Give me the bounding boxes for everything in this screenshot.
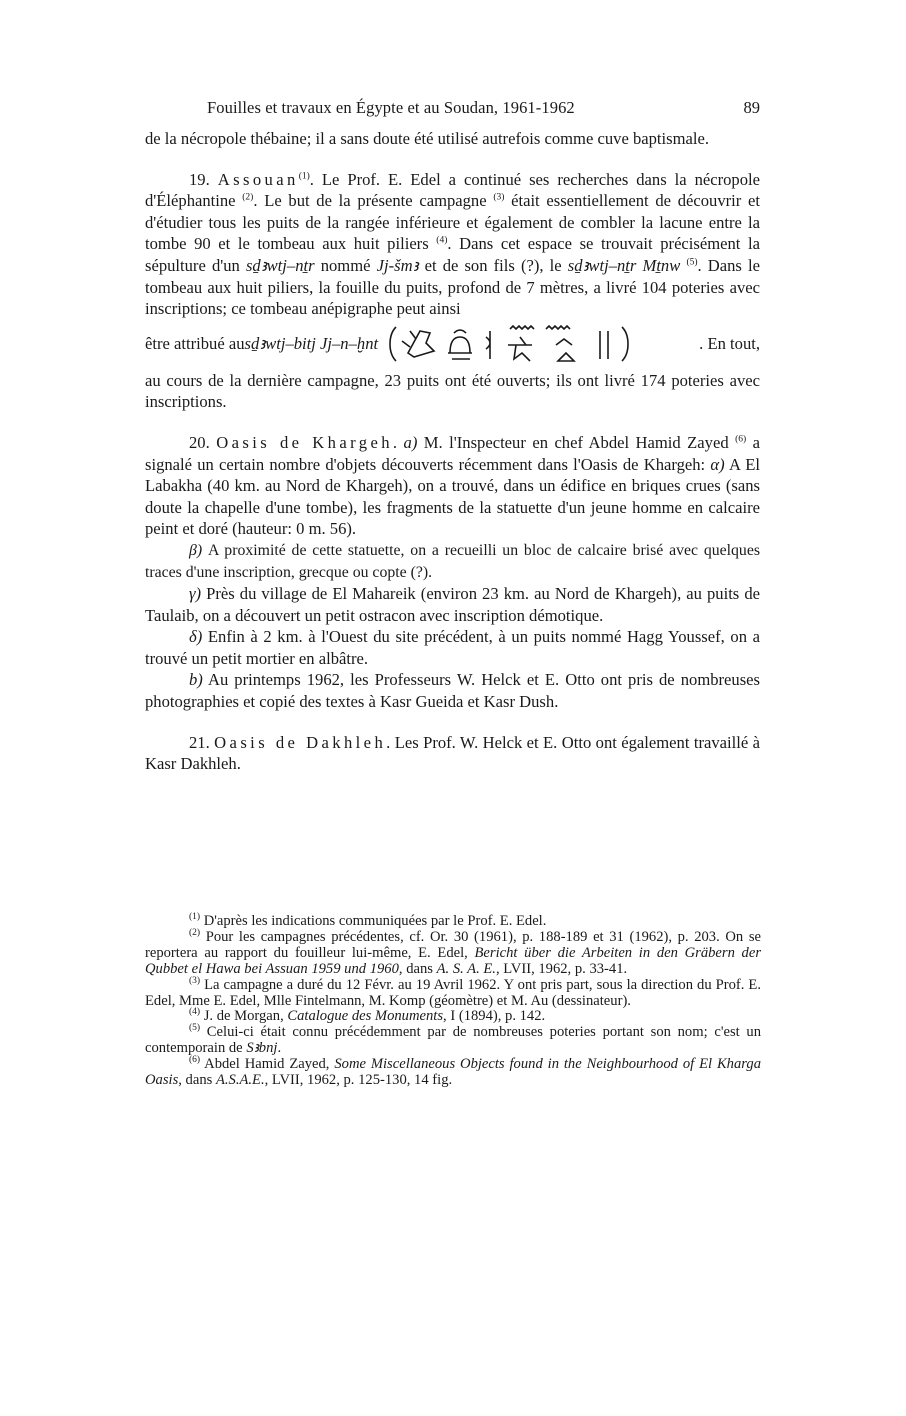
footnote-ref[interactable]: (5) [686, 257, 698, 268]
footnote-3: $^{(3)}$ La campagne a duré du 12 Févr. au 19 Avril 1962. Y ont pris part, sous la direction du Prof. E. Edel, Mme E. Edel, Mlle Fintelmann, M. Komp (géomètre) et M. Au (dessinateur). [145, 975, 761, 1009]
egyptian-name: Jj-šmꜣ [376, 255, 419, 275]
subparagraph-beta: β) A proximité de cette statuette, on a recueilli un bloc de calcaire brisé avec quelques traces d'une inscription, grecque ou copte (?). [145, 541, 760, 581]
section-20: 20. Oasis de Khargeh. a) M. l'Inspecteur en chef Abdel Hamid Zayed $^{(6)}$ a signalé un certain nombre d'objets découverts récemment dans l'Oasis de Khargeh: α) A El Labakha (40 km. au Nord de Khargeh), on a trouvé, dans un édifice en briques crues (sans doute la chapelle d'une tombe), les fragments de la statuette d'un jeune homme en calcaire peint et doré (hauteur: 0 m. 56). [145, 432, 761, 539]
footnote-ref[interactable]: (2) [242, 192, 254, 203]
section-19: 19. Assouan$^{(1)}$. Le Prof. E. Edel a continué ses recherches dans la nécropole d'Éléphantine $^{(2)}$. Le but de la présente campagne $^{(3)}$ était essentiellement de découvrir et d'étudier tous les puits de la rangée inférieure et également de combler la lacune entre la tombe 90 et le tombeau aux huit piliers $^{(4)}$. Dans cet espace se trouvait précisément la sépulture d'un sḏꜣwtj–nṯr nommé Jj-šmꜣ et de son fils (?), le sḏꜣwtj–nṯr Mṯnw $^{(5)}$. Dans le tombeau aux huit piliers, la fouille du puits, profond de 7 mètres, a livré 104 poteries avec inscriptions; ce tombeau anépigraphe peut ainsi [145, 169, 760, 319]
footnote-5: $^{(5)}$ Celui-ci était connu précédemment par de nombreuses poteries portant son nom; c'est un contemporain de Sꜣbnj. [145, 1023, 761, 1057]
subparagraph-b: b) Au printemps 1962, les Professeurs W. Helck et E. Otto ont pris de nombreuses photographies et copié des textes à Kasr Gueida et Kasr Dush. [145, 670, 760, 712]
section-number: 20. [189, 432, 210, 452]
hieroglyph-line: être attribué au sḏꜣwtj–bitj Jj–n–ḫnt . En tout, [145, 322, 760, 366]
running-header [145, 98, 760, 128]
egyptian-title: sḏꜣwtj–nṯr [245, 255, 315, 275]
footnote-ref[interactable]: (6) [735, 434, 747, 445]
section-place: Oasis de Dakhleh [214, 732, 387, 752]
section-number: 19. [189, 169, 210, 189]
footnotes [145, 914, 761, 1089]
footnote-ref[interactable]: (1) [298, 171, 310, 182]
paragraph-continued: au cours de la dernière campagne, 23 puits ont été ouverts; ils ont livré 174 poteries avec inscriptions. [145, 370, 760, 412]
footnote-4: $^{(4)}$ J. de Morgan, Catalogue des Monuments, I (1894), p. 142. [189, 1007, 546, 1025]
subparagraph-delta: δ) Enfin à 2 km. à l'Ouest du site précédent, à un puits nommé Hagg Youssef, on a trouvé un petit mortier en albâtre. [145, 627, 760, 668]
page [145, 98, 760, 775]
section-place: Assouan [217, 169, 299, 189]
footnote-ref[interactable]: (4) [436, 235, 448, 246]
hieroglyph-cartouche-icon [386, 323, 636, 365]
running-title: Fouilles et travaux en Égypte et au Soudan, 1961-1962 [207, 98, 575, 117]
paragraph-continued: de la nécropole thébaine; il a sans doute été utilisé autrefois comme cuve baptismale. [145, 129, 709, 148]
egyptian-title: sḏꜣwtj–bitj Jj–n–ḫnt [244, 333, 379, 353]
egyptian-title: sḏꜣwtj–nṯr Mṯnw [567, 255, 681, 275]
footnote-6: $^{(6)}$ Abdel Hamid Zayed, Some Miscellaneous Objects found in the Neighbourhood of El Kharga Oasis, dans A.S.A.E., LVII, 1962, p. 125-130, 14 fig. [145, 1055, 761, 1089]
footnote-2: $^{(2)}$ Pour les campagnes précédentes, cf. Or. 30 (1961), p. 188-189 et 31 (1962), p. 203. On se reportera au rapport du fouilleur lui-même, E. Edel, Bericht über die Arbeiten in den Gräbern der Qubbet el Hawa bei Assuan 1959 und 1960, dans A. S. A. E., LVII, 1962, p. 33-41. [145, 928, 762, 977]
section-place: Oasis de Khargeh [216, 432, 393, 452]
subparagraph-gamma: γ) Près du village de El Mahareik (environ 23 km. au Nord de Khargeh), au puits de Taulaib, on a découvert un petit ostracon avec inscription démotique. [145, 584, 760, 625]
main-text [145, 128, 760, 775]
page-number: 89 [743, 98, 760, 117]
footnote-ref[interactable]: (3) [493, 192, 505, 203]
section-21: 21. Oasis de Dakhleh. Les Prof. W. Helck et E. Otto ont également travaillé à Kasr Dakhleh. [145, 732, 760, 774]
section-number: 21. [189, 732, 210, 752]
footnote-1: $^{(1)}$ D'après les indications communiquées par le Prof. E. Edel. [189, 912, 547, 929]
